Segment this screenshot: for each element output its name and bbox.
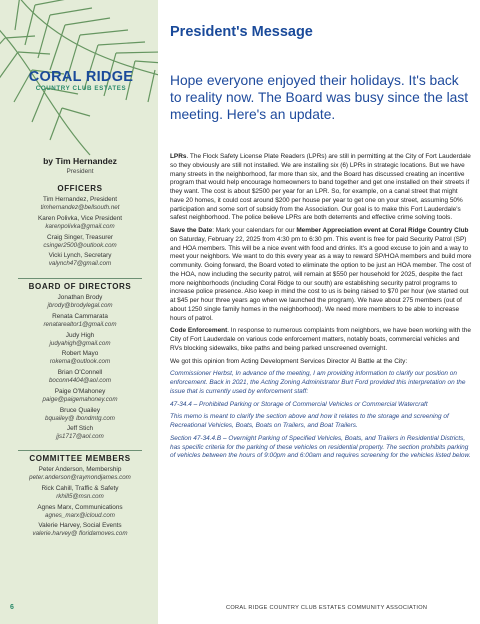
- director-name: Robert Mayo: [61, 350, 99, 358]
- board-heading: BOARD OF DIRECTORS: [28, 282, 132, 291]
- director-email[interactable]: judyahigh@gmail.com: [49, 339, 111, 347]
- author-role: President: [66, 168, 94, 175]
- officer-name: Craig Singer, Treasurer: [46, 233, 114, 241]
- director-name: Renata Cammarata: [52, 312, 108, 320]
- divider: [18, 450, 142, 451]
- officer-entry: [4, 215, 156, 231]
- director-entry: [4, 388, 156, 404]
- officer-email[interactable]: csinger2500@outlook.com: [43, 241, 117, 249]
- committee-entry: [4, 466, 156, 482]
- article-body: [170, 153, 472, 465]
- footer-publication: CORAL RIDGE COUNTRY CLUB ESTATES COMMUNITY ASSOCIATION: [226, 605, 428, 611]
- byline: [4, 156, 156, 176]
- sidebar: [0, 0, 158, 624]
- committee-email[interactable]: agnes_marx@icloud.com: [45, 511, 115, 519]
- director-name: Jonathan Brody: [57, 294, 103, 301]
- director-entry: [4, 313, 156, 329]
- logo-subtitle: COUNTRY CLUB ESTATES: [35, 85, 127, 92]
- committee-entry: [4, 522, 156, 538]
- committee-email[interactable]: peter.anderson@raymondjames.com: [29, 474, 131, 481]
- divider: [18, 278, 142, 279]
- officer-entry: [4, 252, 156, 268]
- director-entry: [4, 350, 156, 366]
- officers-list: [4, 196, 156, 271]
- officer-name: Vicki Lynch, Secretary: [48, 252, 112, 260]
- director-entry: [4, 425, 156, 441]
- director-name: Brian O'Connell: [57, 369, 103, 377]
- director-entry: [4, 407, 156, 423]
- paragraph-lpr: [170, 153, 472, 223]
- director-email[interactable]: jjs1717@aol.com: [56, 433, 104, 441]
- paragraph-opinion-intro: We got this opinion from Acting Development Services Director Al Battle at the City:: [170, 357, 408, 365]
- director-email[interactable]: bquailey@ lbondmtg.com: [45, 414, 115, 422]
- logo-title: CORAL RIDGE: [28, 69, 134, 85]
- director-email[interactable]: jbrody@brodylegal.com: [47, 302, 113, 309]
- officer-name: Tim Hernandez, President: [43, 196, 117, 203]
- page-title: President's Message: [170, 24, 313, 40]
- director-email[interactable]: renatarealtor1@gmail.com: [43, 320, 117, 328]
- director-name: Jeff Stich: [66, 425, 94, 433]
- paragraph-save-the-date: [170, 227, 472, 323]
- quote-paragraph: Commissioner Herbst, In advance of the meeting, I am providing information to clarify our position on enforcement. Back in 2021, the Acting Zoning Administrator Burt Ford provided this interpretation on the issue that is currently used by enforcement staff:: [170, 370, 466, 395]
- officer-email[interactable]: karenpolivka@gmail.com: [45, 222, 115, 230]
- save-text-1: : Mark your calendars for our: [212, 227, 297, 234]
- page-number: 6: [10, 604, 14, 611]
- save-text-2: on Saturday, February 22, 2025 from 4:30 pm to 6:30 pm. This event is free for paid Security Patrol (SP) and HOA members. This will be a nice event with food and drinks. It's a good excuse to join and a way to meet your neighbors. We want to do this every year as a way to reward SP/HOA members and build more community. Going forward, the Board voted to eliminate the option to be just an HOA member. The cost of the HOA, now including the security patrol, will remain at $550 per household for 2025, despite the fact more neighborhoods (including Coral Ridge to our south) are establishing security patrol programs to increase police presence. Also keep in mind the cost to us is being raised to $70 per hour (we started out at $45 per hour three years ago when we launched the program). We have about 275 members (out of about 1250 single family homes in the neighborhood). We need more members to be able to increase hours of patrol.: [170, 235, 472, 322]
- committee-list: [4, 466, 156, 541]
- lpr-text: . The Flock Safety License Plate Readers (LPRs) are still in permitting at the City of Fort Lauderdale so they obviously are still not installed. We are installing six (6) LPRs in strategic locations. But we have many streets in the neighborhood, far more than six, and the Board has discussed creating an incentive program that would help encourage homeowners to band together and get one installed on their streets if they want. The cost is about $2500 per year for an LPR. So, for example, on a canal street that might have 20 homes, it could cost around $200 per house per year to get one on your street, assuming 50% participation and some sort of subsidy from the Association. Our goal is to make this Fort Lauderdale's safest neighborhood. The police believe LPRs are both deterrents and effective crime solving tools.: [170, 153, 471, 222]
- paragraph-code-enforcement: [170, 327, 472, 353]
- director-email[interactable]: boconn4404@aol.com: [48, 377, 111, 385]
- committee-entry: [4, 504, 156, 520]
- committee-email[interactable]: rkhill5@msn.com: [56, 492, 104, 500]
- officers-heading: OFFICERS: [57, 184, 103, 193]
- committee-name: Peter Anderson, Membership: [38, 466, 122, 473]
- officer-entry: [4, 234, 156, 250]
- committee-email[interactable]: valerie.harvey@ floridamoves.com: [32, 530, 128, 538]
- committee-name: Valerie Harvey, Social Events: [38, 522, 122, 530]
- lede: Hope everyone enjoyed their holidays. It's back to reality now. The Board was busy since the last meeting. Here's an update.: [170, 73, 469, 122]
- committee-name: Agnes Marx, Communications: [37, 503, 123, 511]
- director-email[interactable]: rokema@outlook.com: [49, 358, 111, 366]
- director-name: Judy High: [65, 331, 95, 339]
- quote-paragraph: 47-34.4 – Prohibited Parking or Storage of Commercial Vehicles or Commercial Watercraft: [170, 400, 428, 408]
- officer-email[interactable]: timhernandez@bellsouth.net: [40, 204, 120, 211]
- board-list: [4, 294, 156, 444]
- officer-entry: [4, 196, 156, 212]
- author-name: by Tim Hernandez: [43, 156, 117, 166]
- director-entry: [4, 332, 156, 348]
- code-lead: Code Enforcement: [170, 327, 228, 335]
- director-name: Bruce Quailey: [59, 406, 101, 414]
- committee-entry: [4, 485, 156, 501]
- director-entry: [4, 369, 156, 385]
- logo: [6, 70, 156, 93]
- committee-name: Rick Cahill, Traffic & Safety: [41, 484, 119, 492]
- quote-paragraph: Section 47-34.4.B – Overnight Parking of Specified Vehicles, Boats, and Trailers in Residential Districts, has specific criteria for the parking of these vehicles on residential property. The section prohibits parking of vehicles between the hours of 9:00pm and 6:00am and requires screening for the vehicles listed below.: [170, 434, 471, 460]
- save-event: Member Appreciation event at Coral Ridge Country Club: [296, 227, 469, 234]
- officer-name: Karen Polivka, Vice President: [37, 214, 123, 222]
- officer-email[interactable]: valynch47@gmail.com: [48, 260, 112, 268]
- director-email[interactable]: paige@paigemahoney.com: [42, 395, 118, 403]
- quote-paragraph: This memo is meant to clarify the section above and how it relates to the storage and screening of Recreational Vehicles, Boats, Boats on Trailers, and Boat Trailers.: [170, 413, 449, 429]
- code-text: . In response to numerous complaints from neighbors, we have been working with the City of Fort Lauderdale on various code enforcement matters, notably boats, commercial vehicles and RVs blocking sidewalks, bike paths and being parked unscreened overnight.: [170, 327, 471, 352]
- save-lead: Save the Date: [170, 227, 213, 234]
- director-name: Paige O'Mahoney: [54, 387, 106, 395]
- committee-heading: COMMITTEE MEMBERS: [29, 454, 131, 463]
- lpr-lead: LPRs: [170, 153, 187, 160]
- director-entry: [4, 294, 156, 310]
